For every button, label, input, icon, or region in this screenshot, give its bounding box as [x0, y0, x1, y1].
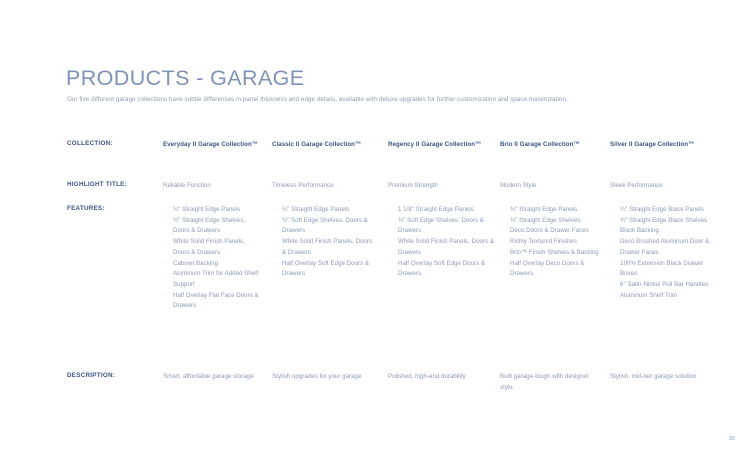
page-number: 30 — [729, 436, 735, 442]
bullet-icon: · — [611, 280, 614, 288]
feature-item — [500, 216, 600, 227]
feature-item-label: White Solid Finish Panels, Doors & Drawers — [282, 238, 373, 256]
cell-collection-4: Silver II Garage Collection™ — [610, 141, 695, 148]
feature-item-label: Deco Doors & Drawer Faces — [510, 227, 589, 235]
feature-item-label: 1 1/8" Straight Edge Panels — [398, 206, 474, 213]
feature-item-label: Half Overlay Soft Edge Doors & Drawers — [398, 259, 486, 278]
cell-description-2: Polished, high-end durability — [388, 373, 466, 380]
bullet-icon: · — [611, 238, 614, 246]
bullet-icon: · — [501, 216, 504, 224]
feature-item-label: ¾" Straight Edge Shelves, Doors & Drawers — [173, 216, 246, 235]
row-label-highlight-title: HIGHLIGHT TITLE: — [67, 181, 127, 188]
feature-item-label: Aluminum Shelf Trim — [620, 291, 678, 299]
feature-item — [500, 205, 600, 216]
feature-item-label: ¾" Straight Edge Panels — [173, 206, 241, 213]
bullet-icon: · — [611, 227, 614, 235]
feature-item-label: Cabinet Backing — [173, 259, 219, 267]
bullet-icon: · — [389, 238, 392, 246]
features-list-1 — [272, 205, 376, 280]
feature-item-label: Aluminum Trim for Added Shelf Support — [173, 270, 259, 288]
feature-item-label: White Solid Finish Panels, Doors & Drawers — [398, 238, 494, 256]
bullet-icon: · — [501, 238, 504, 246]
feature-item — [163, 269, 263, 290]
features-list-3 — [500, 205, 600, 280]
bullet-icon: · — [501, 259, 504, 267]
feature-item-label: ¾" Straight Edge Black Panels — [620, 206, 705, 213]
feature-item — [500, 259, 600, 280]
feature-item — [388, 205, 496, 216]
feature-item — [388, 216, 496, 237]
feature-item-label: ¾" Straight Edge Shelves — [510, 216, 581, 224]
page-title: PRODUCTS - GARAGE — [66, 66, 305, 90]
feature-item-label: 6" Satin-Nickel Pull Bar Handles — [620, 280, 709, 288]
feature-item-label: Brio™ Finish Shelves & Backing — [510, 248, 599, 256]
feature-item-label: Half Overlay Soft Edge Doors & Drawers — [282, 259, 370, 278]
feature-item-label: ¾" Soft Edge Shelves, Doors & Drawers — [398, 216, 484, 235]
feature-item — [610, 291, 714, 302]
page-subtitle: Our five different garage collections have subtle differences in panel thickness and edge details, available with deluxe upgrades for further customization and space maximization. — [67, 96, 568, 103]
bullet-icon: · — [164, 259, 167, 267]
bullet-icon: · — [501, 206, 504, 213]
feature-item — [500, 226, 600, 237]
feature-item-label: White Solid Finish Panels, Doors & Drawers — [173, 238, 245, 256]
cell-collection-3: Brio II Garage Collection™ — [500, 141, 580, 148]
features-list-4 — [610, 205, 714, 301]
feature-item-label: ¾" Straight Edge Panels — [510, 206, 578, 213]
bullet-icon: · — [273, 216, 276, 224]
cell-highlight-1: Timeless Performance — [272, 182, 334, 189]
feature-item — [272, 216, 376, 237]
bullet-icon: · — [164, 216, 167, 224]
bullet-icon: · — [273, 238, 276, 246]
cell-highlight-2: Premium Strength — [388, 182, 438, 189]
feature-item — [610, 226, 714, 237]
feature-item-label: Deco Brushed Aluminum Door & Drawer Faces — [620, 238, 710, 256]
cell-highlight-3: Modern Style — [500, 182, 537, 189]
feature-item — [388, 259, 496, 280]
feature-item — [610, 205, 714, 216]
feature-item-label: ¾" Soft Edge Shelves, Doors & Drawers — [282, 216, 368, 235]
feature-item — [610, 259, 714, 280]
bullet-icon: · — [611, 291, 614, 299]
feature-item — [163, 216, 263, 237]
feature-item-label: Richly Textured Finishes — [510, 238, 577, 246]
bullet-icon: · — [273, 259, 276, 267]
bullet-icon: · — [389, 259, 392, 267]
feature-item — [610, 237, 714, 258]
feature-item — [500, 237, 600, 248]
bullet-icon: · — [164, 206, 167, 213]
feature-item — [388, 237, 496, 258]
feature-item-label: ¾" Straight Edge Panels — [282, 206, 350, 213]
cell-highlight-4: Sleek Performance — [610, 182, 663, 189]
bullet-icon: · — [389, 216, 392, 224]
bullet-icon: · — [611, 259, 614, 267]
features-list-2 — [388, 205, 496, 280]
feature-item — [610, 280, 714, 291]
feature-item — [163, 237, 263, 258]
row-label-description: DESCRIPTION: — [67, 372, 116, 379]
feature-item — [500, 248, 600, 259]
feature-item — [272, 237, 376, 258]
feature-item — [163, 259, 263, 270]
feature-item — [163, 291, 263, 312]
feature-item — [272, 259, 376, 280]
bullet-icon: · — [164, 270, 167, 278]
row-label-features: FEATURES: — [67, 205, 105, 212]
cell-collection-1: Classic II Garage Collection™ — [272, 141, 362, 148]
feature-item — [610, 216, 714, 227]
cell-description-0: Smart, affordable garage storage — [163, 373, 254, 380]
bullet-icon: · — [611, 216, 614, 224]
feature-item — [272, 205, 376, 216]
feature-item-label: Half Overlay Deco Doors & Drawers — [510, 259, 585, 278]
cell-description-4: Stylish, mid-tier garage solution — [610, 373, 697, 380]
cell-collection-2: Regency II Garage Collection™ — [388, 141, 482, 148]
bullet-icon: · — [389, 206, 392, 213]
features-list-0 — [163, 205, 263, 312]
bullet-icon: · — [273, 206, 276, 213]
cell-description-3: Built garage-tough with designer style. — [500, 373, 589, 391]
feature-item-label: Black Backing — [620, 227, 659, 235]
bullet-icon: · — [164, 238, 167, 246]
cell-description-1: Stylish upgrades for your garage — [272, 373, 362, 380]
feature-item-label: Half Overlay Flat Face Doors & Drawers — [173, 291, 259, 310]
feature-item-label: 100% Extension Black Drawer Boxes — [620, 259, 704, 278]
bullet-icon: · — [501, 227, 504, 235]
cell-collection-0: Everyday II Garage Collection™ — [163, 141, 259, 148]
cell-highlight-0: Reliable Function — [163, 182, 211, 189]
bullet-icon: · — [164, 291, 167, 299]
bullet-icon: · — [501, 248, 504, 256]
row-label-collection: COLLECTION: — [67, 140, 113, 147]
bullet-icon: · — [611, 206, 614, 213]
feature-item-label: ¾" Straight Edge Black Shelves — [620, 216, 708, 224]
feature-item — [163, 205, 263, 216]
